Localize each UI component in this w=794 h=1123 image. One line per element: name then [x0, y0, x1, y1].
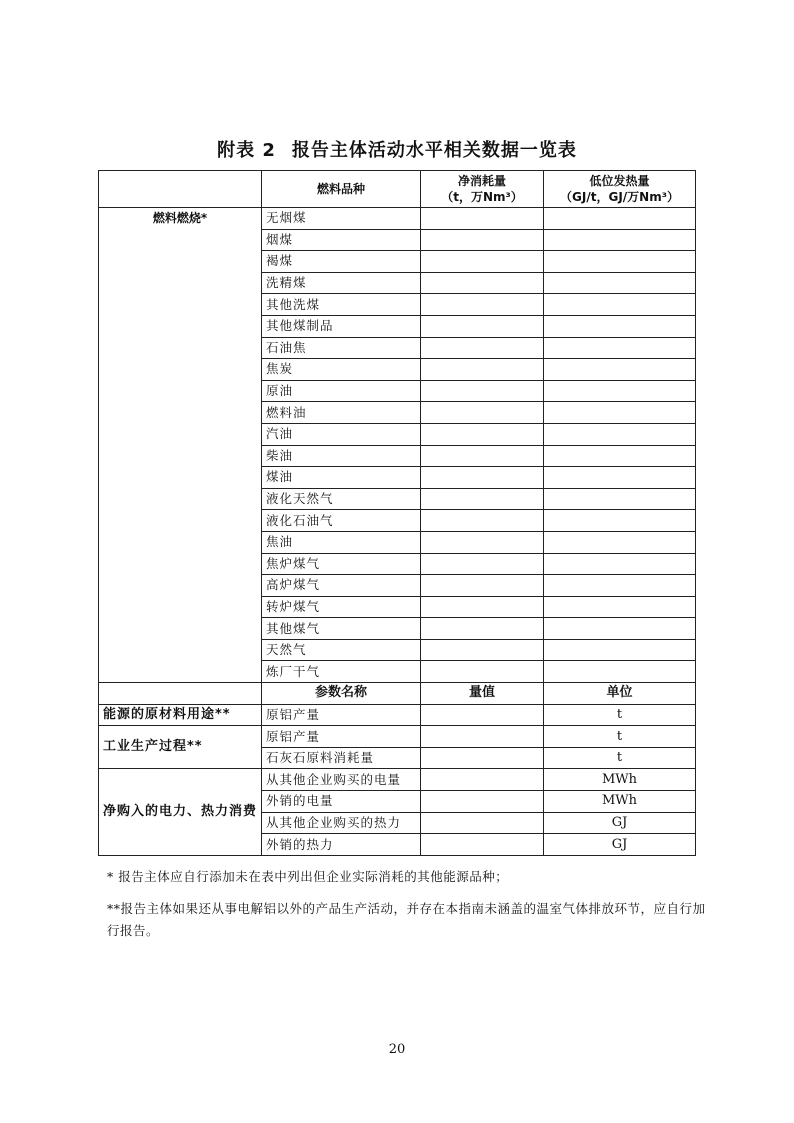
fuel-name: 炼厂干气: [262, 661, 421, 683]
param-unit: MWh: [544, 791, 696, 813]
fuel-name: 焦油: [262, 531, 421, 553]
header-heat-value: [544, 171, 696, 208]
footnote-1: * 报告主体应自行添加未在表中列出但企业实际消耗的其他能源品种；: [107, 869, 509, 884]
raw-material-category: 能源的原材料用途**: [99, 704, 262, 726]
footnote-2: **报告主体如果还从事电解铝以外的产品生产活动，并存在本指南未涵盖的温室气体排放环节，应自行加行报告。: [107, 901, 706, 938]
fuel-name: 液化石油气: [262, 510, 421, 532]
heat-value-cell: [544, 553, 696, 575]
consumption-cell: [421, 553, 544, 575]
energy-consumption-category: 净购入的电力、热力消费: [99, 769, 262, 855]
energy-row: [99, 769, 696, 791]
consumption-cell: [421, 359, 544, 381]
param-name: 外销的电量: [262, 791, 421, 813]
heat-value-cell: [544, 402, 696, 424]
param-value-cell: [421, 834, 544, 856]
heat-value-cell: [544, 639, 696, 661]
param-name: 从其他企业购买的热力: [262, 812, 421, 834]
consumption-cell: [421, 337, 544, 359]
consumption-cell: [421, 229, 544, 251]
consumption-cell: [421, 272, 544, 294]
param-value-cell: [421, 726, 544, 748]
heat-value-cell: [544, 208, 696, 230]
heat-value-cell: [544, 467, 696, 489]
param-unit: t: [544, 704, 696, 726]
fuel-name: 其他煤制品: [262, 315, 421, 337]
param-value-cell: [421, 791, 544, 813]
header-fuel: 燃料品种: [262, 171, 421, 208]
fuel-combustion-category: 燃料燃烧*: [99, 208, 262, 683]
header-heat-line2: （GJ/t，GJ/万Nm³）: [560, 190, 679, 204]
param-name: 石灰石原料消耗量: [262, 747, 421, 769]
header-consumption: [421, 171, 544, 208]
param-name: 原铝产量: [262, 704, 421, 726]
param-value-cell: [421, 769, 544, 791]
consumption-cell: [421, 661, 544, 683]
industrial-row: [99, 726, 696, 748]
consumption-cell: [421, 294, 544, 316]
fuel-row: [99, 208, 696, 230]
param-value-cell: [421, 747, 544, 769]
consumption-cell: [421, 467, 544, 489]
heat-value-cell: [544, 337, 696, 359]
heat-value-cell: [544, 229, 696, 251]
page-title: [0, 136, 794, 162]
heat-value-cell: [544, 488, 696, 510]
heat-value-cell: [544, 272, 696, 294]
consumption-cell: [421, 423, 544, 445]
fuel-name: 其他洗煤: [262, 294, 421, 316]
fuel-name: 烟煤: [262, 229, 421, 251]
fuel-name: 柴油: [262, 445, 421, 467]
heat-value-cell: [544, 661, 696, 683]
param-name: 原铝产量: [262, 726, 421, 748]
fuel-name: 原油: [262, 380, 421, 402]
consumption-cell: [421, 531, 544, 553]
param-unit: t: [544, 747, 696, 769]
param-header-row: [99, 683, 696, 705]
fuel-name: 天然气: [262, 639, 421, 661]
table-header-row: [99, 171, 696, 208]
param-unit: t: [544, 726, 696, 748]
heat-value-cell: [544, 575, 696, 597]
fuel-name: 转炉煤气: [262, 596, 421, 618]
heat-value-cell: [544, 510, 696, 532]
consumption-cell: [421, 510, 544, 532]
consumption-cell: [421, 618, 544, 640]
consumption-cell: [421, 639, 544, 661]
fuel-name: 无烟煤: [262, 208, 421, 230]
heat-value-cell: [544, 531, 696, 553]
consumption-cell: [421, 315, 544, 337]
header-consumption-line1: 净消耗量: [457, 174, 506, 188]
param-value-cell: [421, 812, 544, 834]
fuel-name: 燃料油: [262, 402, 421, 424]
header-consumption-line2: （t，万Nm³）: [441, 190, 523, 204]
page-number: 20: [388, 1042, 406, 1057]
heat-value-cell: [544, 445, 696, 467]
heat-value-cell: [544, 251, 696, 273]
fuel-name: 汽油: [262, 423, 421, 445]
heat-value-cell: [544, 423, 696, 445]
param-header-empty: [99, 683, 262, 705]
param-header-name: 参数名称: [262, 683, 421, 705]
title-label: 附表 2: [217, 140, 276, 161]
param-value-cell: [421, 704, 544, 726]
fuel-name: 洗精煤: [262, 272, 421, 294]
consumption-cell: [421, 402, 544, 424]
fuel-name: 煤油: [262, 467, 421, 489]
fuel-name: 石油焦: [262, 337, 421, 359]
fuel-name: 焦炭: [262, 359, 421, 381]
consumption-cell: [421, 488, 544, 510]
heat-value-cell: [544, 596, 696, 618]
param-unit: MWh: [544, 769, 696, 791]
param-header-unit: 单位: [544, 683, 696, 705]
consumption-cell: [421, 445, 544, 467]
heat-value-cell: [544, 294, 696, 316]
param-unit: GJ: [544, 812, 696, 834]
header-heat-line1: 低位发热量: [589, 174, 650, 188]
heat-value-cell: [544, 380, 696, 402]
consumption-cell: [421, 575, 544, 597]
consumption-cell: [421, 596, 544, 618]
param-unit: GJ: [544, 834, 696, 856]
footnotes: [107, 866, 707, 952]
header-empty-cell: [99, 171, 262, 208]
industrial-process-category: 工业生产过程**: [99, 726, 262, 769]
param-header-value: 量值: [421, 683, 544, 705]
title-text: 报告主体活动水平相关数据一览表: [291, 140, 577, 161]
heat-value-cell: [544, 359, 696, 381]
param-name: 从其他企业购买的电量: [262, 769, 421, 791]
consumption-cell: [421, 251, 544, 273]
fuel-name: 褐煤: [262, 251, 421, 273]
fuel-name: 其他煤气: [262, 618, 421, 640]
fuel-name: 焦炉煤气: [262, 553, 421, 575]
consumption-cell: [421, 380, 544, 402]
activity-data-table: [98, 170, 696, 856]
param-name: 外销的热力: [262, 834, 421, 856]
raw_material-row: [99, 704, 696, 726]
consumption-cell: [421, 208, 544, 230]
heat-value-cell: [544, 618, 696, 640]
fuel-name: 高炉煤气: [262, 575, 421, 597]
fuel-name: 液化天然气: [262, 488, 421, 510]
heat-value-cell: [544, 315, 696, 337]
